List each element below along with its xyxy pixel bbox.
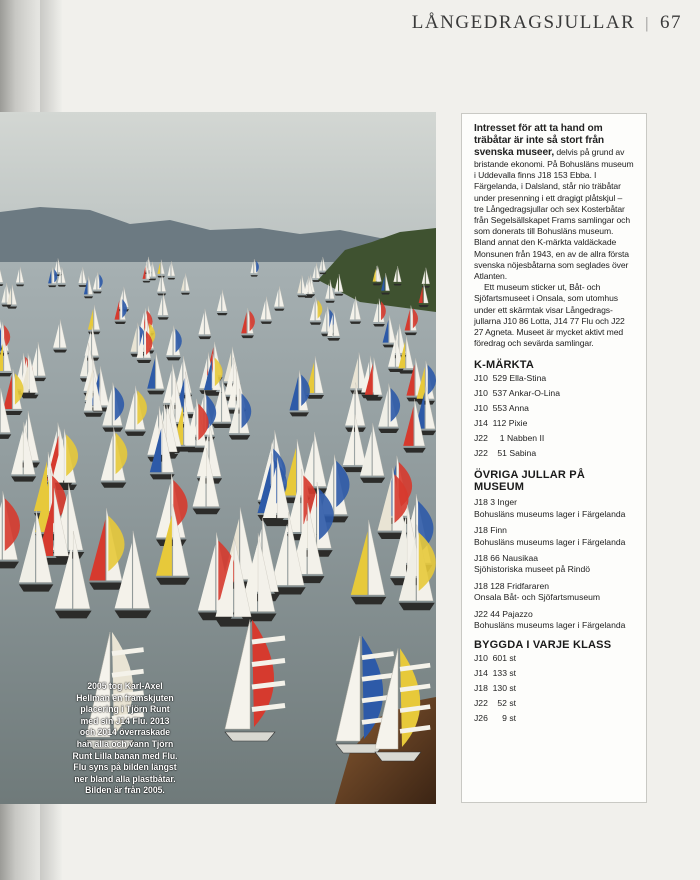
built-heading: BYGGDA I VARJE KLASS xyxy=(474,638,612,651)
k-marked-heading: K-MÄRKTA xyxy=(474,359,535,372)
museum-item xyxy=(474,581,634,604)
intro-lead: Intresset för att ta hand om träbåtar är inte så stort från svenska museer, xyxy=(474,123,605,158)
built-count-item: J14 133 st xyxy=(474,667,517,678)
built-count-item: J22 52 st xyxy=(474,697,517,708)
built-list xyxy=(474,651,634,726)
intro-paragraph xyxy=(474,123,634,349)
museum-boat: J18 66 Nausikaa xyxy=(474,553,539,564)
regatta-photo xyxy=(0,112,436,804)
k-marked-item: J14 112 Pixie xyxy=(474,418,528,429)
museum-item xyxy=(474,609,634,632)
intro-body-2: Ett museum sticker ut, Båt- och Sjöfartsmuseet i Onsala, som utomhus under ett skärmtak visar Långedrags-jullarna J10 86 Lotta, J14 77 Flu och J22 27 Agneta. Museet är mycket aktivt med föredrag och sevärda samlingar. xyxy=(474,282,625,349)
intro-body: delvis på grund av bristande ekonomi. På Bohusläns museum i Uddevalla finns J18 153 Ebba. I Färgelanda, i Dalsland, står nio träbåtar under presenning i ett dragigt plåtskjul – tre Långedragsjullar och sex Kosterbåtar från Segelsällskapet Frams samlingar och som donerats till Bohusläns museum. Bland annat den K-märkta valdäckade Monsunen från 1943, en av de allra första svenska nöjesbåtarna som seglades över Atlanten. xyxy=(474,147,634,282)
museum-item xyxy=(474,497,634,520)
built-count-item: J10 601 st xyxy=(474,652,517,663)
page-number: 67 xyxy=(660,12,682,33)
museum-place: Sjöhistoriska museet på Rindö xyxy=(474,564,591,575)
museum-place: Bohusläns museums lager i Färgelanda xyxy=(474,508,626,519)
museum-list xyxy=(474,497,634,631)
museum-boat: J18 128 Fridfararen xyxy=(474,580,549,591)
k-marked-item: J22 51 Sabina xyxy=(474,448,537,459)
k-marked-item: J22 1 Nabben II xyxy=(474,433,545,444)
museum-place: Bohusläns museums lager i Färgelanda xyxy=(474,620,626,631)
museum-boat: J22 44 Pajazzo xyxy=(474,608,533,619)
running-header xyxy=(412,12,682,34)
museum-item xyxy=(474,553,634,576)
museum-place: Bohusläns museums lager i Färgelanda xyxy=(474,536,626,547)
museum-boat: J18 3 Inger xyxy=(474,497,517,508)
museum-place: Onsala Båt- och Sjöfartsmuseum xyxy=(474,592,601,603)
photo-caption: 2005 tog Karl-Axel Hellman en framskjuten placering i Tjörn Runt med sin J14 Flu. 2013 och 2014 överraskade han alla och vann Tjörn Runt Lilla banan med Flu. Flu syns på bilden längst ner bland alla plastbåtar. Bilden är från 2005. xyxy=(72,681,178,797)
header-separator: | xyxy=(645,15,650,32)
museum-heading: ÖVRIGA JULLAR PÅ MUSEUM xyxy=(474,469,585,494)
section-title: LÅNGEDRAGSJULLAR xyxy=(411,12,636,33)
k-marked-item: J10 537 Ankar-O-Lina xyxy=(474,388,560,399)
k-marked-item: J10 529 Ella-Stina xyxy=(474,373,547,384)
k-marked-item: J10 553 Anna xyxy=(474,403,529,414)
built-count-item: J18 130 st xyxy=(474,682,517,693)
museum-item xyxy=(474,525,634,548)
k-marked-list xyxy=(474,371,634,461)
built-count-item: J26 9 st xyxy=(474,712,517,723)
museum-boat: J18 Finn xyxy=(474,525,507,536)
sidebar-panel xyxy=(461,113,647,803)
